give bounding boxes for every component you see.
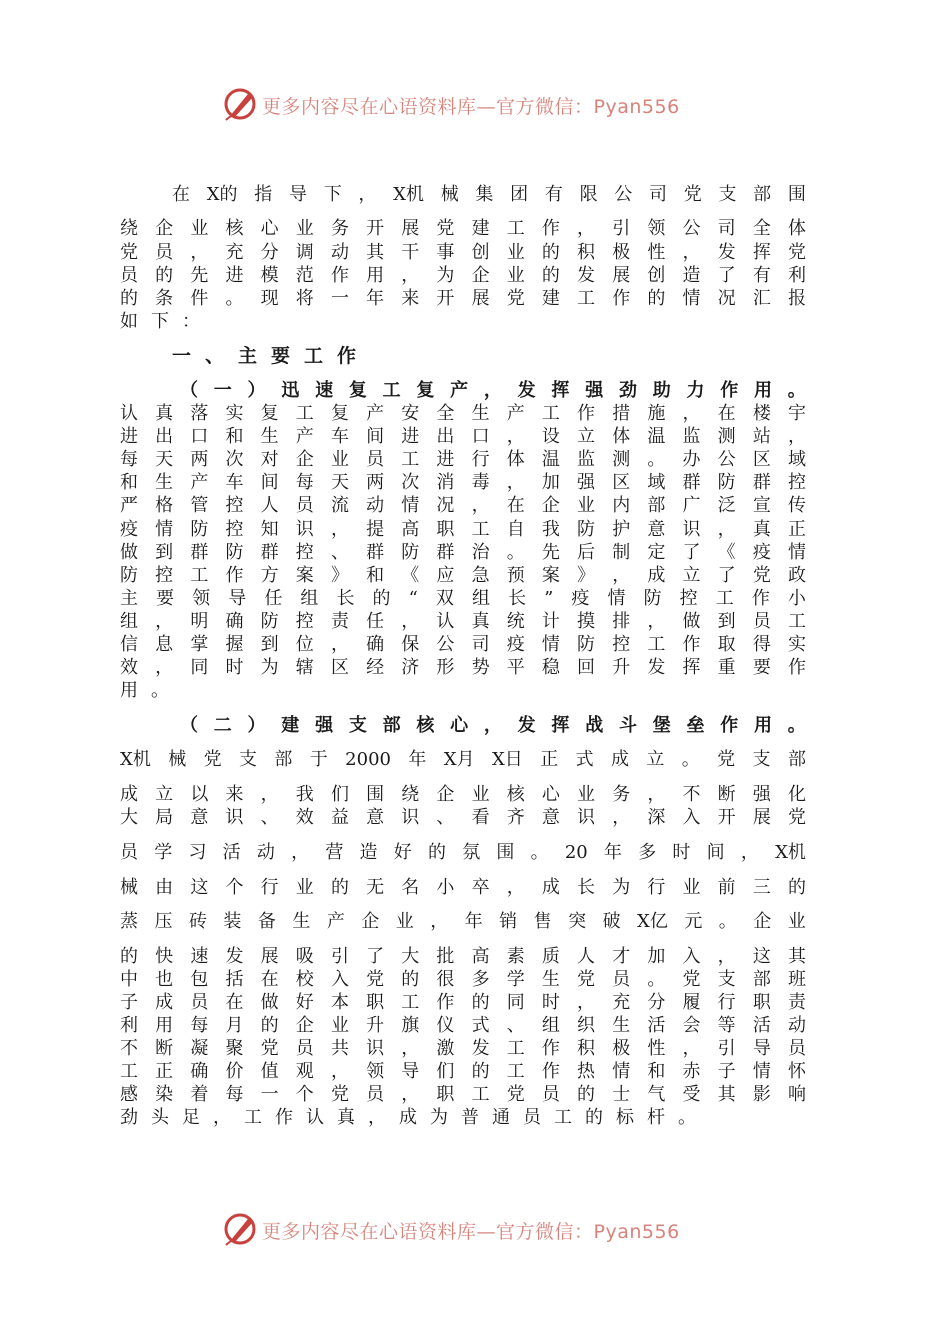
paragraph-line: 用 。 — [120, 680, 169, 701]
section-heading: 一、主要工作 — [172, 345, 371, 367]
paragraph-line: 效 ， 同 时 为 辖 区 经 济 形 势 平 稳 回 升 发 挥 重 要 作 — [120, 657, 806, 678]
paragraph-line: 员 学 习 活 动 ， 营 造 好 的 氛 围 。 20 年 多 时 间 ， X机 — [120, 842, 806, 863]
paragraph-line: 员 的 先 进 模 范 作 用 ， 为 企 业 的 发 展 创 造 了 有 利 — [120, 265, 806, 286]
paragraph-line: 进 出 口 和 生 产 车 间 进 出 口 ， 设 立 体 温 监 测 站 ， — [120, 426, 806, 447]
subsection-heading: （ 二 ） 建 强 支 部 核 心 ， 发 挥 战 斗 堡 垒 作 用 。 — [180, 715, 806, 736]
watermark-footer — [0, 1211, 950, 1251]
paragraph-line: 子 成 员 在 做 好 本 职 工 作 的 同 时 ， 充 分 履 行 职 责 — [120, 992, 806, 1013]
paragraph-line: 大 局 意 识 、 效 益 意 识 、 看 齐 意 识 ， 深 入 开 展 党 — [120, 807, 806, 828]
paragraph-line: 中 也 包 括 在 校 入 党 的 很 多 学 生 党 员 。 党 支 部 班 — [120, 969, 806, 990]
paragraph-line: 利 用 每 月 的 企 业 升 旗 仪 式 、 组 织 生 活 会 等 活 动 — [120, 1015, 806, 1036]
watermark-text: 更多内容尽在心语资料库—官方微信：Pyan556 — [262, 1221, 680, 1243]
pen-logo-icon — [222, 86, 258, 122]
paragraph-line: 主 要 领 导 任 组 长 的 “ 双 组 长 ” 疫 情 防 控 工 作 小 — [120, 588, 806, 609]
paragraph-line: 不 断 凝 聚 党 员 共 识 ， 激 发 工 作 积 极 性 ， 引 导 员 — [120, 1038, 806, 1059]
watermark-header — [0, 86, 950, 126]
paragraph-line: X机 械 党 支 部 于 2000 年 X月 X日 正 式 成 立 。 党 支 部 — [120, 749, 806, 770]
subsection-heading: （ 一 ） 迅 速 复 工 复 产 ， 发 挥 强 劲 助 力 作 用 。 — [180, 380, 806, 401]
paragraph-line: 党 员 ， 充 分 调 动 其 干 事 创 业 的 积 极 性 ， 发 挥 党 — [120, 242, 806, 263]
paragraph-line: 绕 企 业 核 心 业 务 开 展 党 建 工 作 ， 引 领 公 司 全 体 — [120, 218, 806, 239]
paragraph-line: 认 真 落 实 复 工 复 产 安 全 生 产 工 作 措 施 ， 在 楼 宇 — [120, 403, 806, 424]
watermark-text: 更多内容尽在心语资料库—官方微信：Pyan556 — [262, 96, 680, 118]
paragraph-line: 疫 情 防 控 知 识 ， 提 高 职 工 自 我 防 护 意 识 ， 真 正 — [120, 519, 806, 540]
paragraph-line: 严 格 管 控 人 员 流 动 情 况 ， 在 企 业 内 部 广 泛 宣 传 — [120, 495, 806, 516]
paragraph-line: 每 天 两 次 对 企 业 员 工 进 行 体 温 监 测 。 办 公 区 域 — [120, 449, 806, 470]
paragraph-line: 成 立 以 来 ， 我 们 围 绕 企 业 核 心 业 务 ， 不 断 强 化 — [120, 784, 806, 805]
watermark-id: Pyan556 — [593, 1221, 680, 1243]
paragraph-line: 如 下 ： — [120, 311, 200, 332]
pen-logo-icon — [222, 1211, 258, 1247]
paragraph-line: 蒸 压 砖 装 备 生 产 企 业 ， 年 销 售 突 破 X亿 元 。 企 业 — [120, 911, 806, 932]
paragraph-line: 的 快 速 发 展 吸 引 了 大 批 高 素 质 人 才 加 入 ， 这 其 — [120, 946, 806, 967]
paragraph-line: 工 正 确 价 值 观 ， 领 导 们 的 工 作 热 情 和 赤 子 情 怀 — [120, 1061, 806, 1082]
watermark-id: Pyan556 — [593, 96, 680, 118]
paragraph-line: 的 条 件 。 现 将 一 年 来 开 展 党 建 工 作 的 情 况 汇 报 — [120, 288, 806, 309]
paragraph-line: 组 ， 明 确 防 控 责 任 ， 认 真 统 计 摸 排 ， 做 到 员 工 — [120, 611, 806, 632]
paragraph-line: 械 由 这 个 行 业 的 无 名 小 卒 ， 成 长 为 行 业 前 三 的 — [120, 877, 806, 898]
paragraph-line: 做 到 群 防 群 控 、 群 防 群 治 。 先 后 制 定 了 《 疫 情 — [120, 542, 806, 563]
paragraph-line: 防 控 工 作 方 案 》 和 《 应 急 预 案 》 ， 成 立 了 党 政 — [120, 565, 806, 586]
paragraph-line: 和 生 产 车 间 每 天 两 次 消 毒 ， 加 强 区 域 群 防 群 控 — [120, 472, 806, 493]
paragraph-line: 劲 头 足 ， 工 作 认 真 ， 成 为 普 通 员 工 的 标 杆 。 — [120, 1107, 696, 1128]
paragraph-line: 信 息 掌 握 到 位 ， 确 保 公 司 疫 情 防 控 工 作 取 得 实 — [120, 634, 806, 655]
paragraph-line: 在 X的 指 导 下 ， X机 械 集 团 有 限 公 司 党 支 部 围 — [172, 184, 806, 205]
paragraph-line: 感 染 着 每 一 个 党 员 ， 职 工 党 员 的 士 气 受 其 影 响 — [120, 1084, 806, 1105]
